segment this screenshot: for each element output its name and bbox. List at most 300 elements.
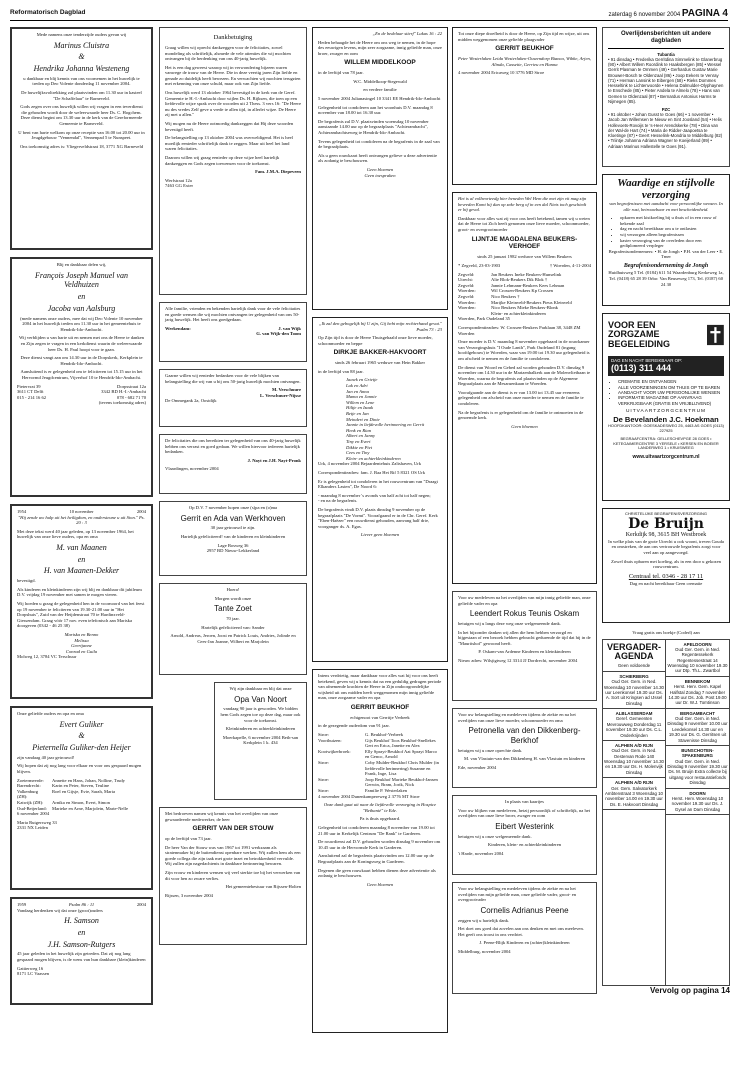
bible-verse: "Hij zende uw hulp uit het heiligdom, en ondersteune u uit Sion." Ps. 20 : 3 <box>18 514 145 526</box>
body-text: bevestigd. <box>17 578 36 584</box>
body-text: Hartelijk gefeliciteerd! van de kinderen en kleinkinderen <box>180 533 286 539</box>
ad-website: www.uitvaartzorgcentrum.nl <box>632 454 700 461</box>
wedding-announcement-cluistra <box>10 27 153 250</box>
ad-top <box>608 317 724 353</box>
agenda-place: SCHIERBERG <box>619 673 649 679</box>
thanks-van-den-dikkenberg <box>452 708 597 788</box>
family-names: Elly Sprayt-Beukhof Aat Sprayt Marco en Genco, Arnold <box>365 748 437 760</box>
newspaper-name: Reformatorisch Dagblad <box>10 9 86 16</box>
column-3 <box>312 27 448 1040</box>
family-list <box>17 778 146 812</box>
agenda-logo: AGENDA <box>614 651 654 662</box>
ad-address: Huidhuisweg 5 Tel. (0184) 611 54 Waardenburg Kerkeweg 1a, Tel. (0418) 65 28 39 Orbo: Van Beuseweg 173, Tel. (0187) 60 24 30 <box>608 270 724 287</box>
family-name: Conrad en Guila <box>65 648 98 654</box>
place-date: Ede, november 2004 <box>458 764 497 770</box>
body-text: Graag willen wij oprecht dankzeggen voor de felicitaties, zowel mondeling als schriftelijk, alsmede de vele attenties die wij mochten ontvangen bij de herdenking van ons 40-jarig huwelijk. <box>165 44 291 62</box>
place-label: Stroe: <box>318 788 329 794</box>
ad-address: BEGRAAFCENTRA: GELLESCHEVPGE 28 GOES • KETEGAIMERCENTRE 3 YERSELE • KERSEN EN BOEIER LANDERWEG 1 • KRUISWEEG <box>613 435 719 451</box>
agenda-entry <box>666 677 729 709</box>
phone-number: 078 - 682 71 70 <box>116 394 146 400</box>
place-label: Stroe: <box>318 776 329 782</box>
thanks-note: Onze dank gaat uit naar de liefdevolle verzorging in Hospice "Bethanië" te Ede. <box>323 802 437 813</box>
service-item: • opkaren met kistkoeling bij u thuis of in een rouw of bekende zaal <box>620 215 724 226</box>
signature-row <box>165 326 301 337</box>
addresses <box>17 384 146 406</box>
service-item: • ALLE VOORZIENINGEN OM THUIS OP TE BAREN <box>618 385 724 390</box>
couple-name: Gerrit en Ada van Werkhoven <box>180 513 286 523</box>
family-names: Marijke Kleinveld-Beukers Pieus Kleinveld <box>491 299 572 305</box>
family-names: Coby Mulder-Beukhof Chris Mulder (in liefdevolle herinnering) Susanne en Frank, Inge, Lisa <box>365 760 439 777</box>
obituary-beukhof-westerlaken <box>452 27 597 185</box>
agenda-entry <box>603 709 665 741</box>
body-text: In plaats van kaartjes <box>505 799 544 804</box>
address-line: 8171 LC Vaassen <box>17 971 50 977</box>
family-name: Albert en Janny <box>346 433 376 439</box>
address: Molweg 12, 3784 VC Terschuur <box>17 654 77 660</box>
notice-title: Dankbetuiging <box>213 34 253 41</box>
family-name: Cees en Tiny <box>346 450 370 456</box>
husband-name: M. van Maanen <box>56 542 107 552</box>
ampersand: & <box>78 52 85 62</box>
address: Nieuw adres: Wilsjigtweg 12 3314 JJ Dordrecht, november 2004 <box>458 657 578 663</box>
ad-brand: De Bruijn <box>628 515 704 532</box>
ad-hoekman <box>602 313 730 501</box>
address-line: Pietervrat 39 <box>17 383 41 389</box>
place-label: Stroe: <box>318 732 329 738</box>
agenda-entry <box>666 709 729 746</box>
body-text: Voor uw belangstelling en medeleven tijdens de ziekte en na het overlijden van onze lieve moeder, schoonmoeder en oma <box>458 712 576 723</box>
birth-date: * Zegveld, 23-03-1903 <box>458 263 501 268</box>
thanks-diepeveen <box>159 27 307 295</box>
bible-verse: „En de bedelaar stierf" Lukas 16 : 22 <box>372 31 442 36</box>
address-line: Gattierweg 16 <box>17 965 44 971</box>
body-text: Wij zijn dankbaar en blij dat onze <box>229 686 292 691</box>
husband-name: Evert Guliker <box>59 719 104 729</box>
body-text: in de gezegende ouderdom van 91 jaar. <box>318 723 390 729</box>
family-name: Geertjanne <box>71 643 92 649</box>
family-names: Familie P. Westerlaken <box>365 788 408 794</box>
family-name: Jaawk en Grietje <box>346 377 378 383</box>
body-text: Daarom willen wij graag eenieder op deze wijze heel hartelijk dankzeggen en Gods zegen toewensen voor de toekomst. <box>165 155 280 166</box>
body-text: Dankbaar voor alles wat zij voor ons heeft betekend, tamen wij u weten dat de Heere tot Zich heeft genomen onze lieve moeder, schoonmoeder, groot- en overgrootmoeder <box>458 215 590 232</box>
signature: J. van Wijk <box>278 325 301 331</box>
ad-subtitle: CHRISTELIJKE BEGRAFENISVERZORGING <box>624 511 707 516</box>
agenda-entry <box>666 789 729 816</box>
service-item: • wij verzorgen alleen begrafenissen <box>620 232 724 238</box>
wife-name: H. van Maanen-Dekker <box>43 566 120 576</box>
body-text: betuigen wij u langs deze weg onze welgemeende dank. <box>458 620 561 626</box>
body-text: Deze dienst vangt aan om 14.30 uur in de Dorpskerk, Kerkplein te Hendrik-Ido-Ambacht. <box>20 355 143 366</box>
place-date: Vlaardingen, november 2004 <box>165 466 219 472</box>
ad-headline: Waardige en stijlvolle verzorging <box>617 177 715 201</box>
deceased-name: Cornelis Adrianus Peene <box>480 905 569 915</box>
thanks-verschuure <box>159 369 307 427</box>
body-text: betuigen wij u onze welgemeende dank. <box>458 833 532 839</box>
body-text: echtgenoot van Gerritje Verbeek <box>350 714 410 720</box>
family-names: Arnold, Andreas, Jeroen, Joost en Patrick Louis, Andries, Jolinde en Cees-Jan Joanne, Wilbert en Marjolein <box>170 633 296 644</box>
anniversary-van-maanen <box>10 504 153 699</box>
family-names: G. Beukhof-Verbeek <box>365 732 404 738</box>
obituary-van-der-stouw <box>159 807 307 945</box>
signature: M. van Vlastuin-van den Dikkenberg H. van Vlastuin en kinderen <box>463 756 586 762</box>
body-text: Als u geen rouwkaart heeft ontvangen gelieve u deze advertentie als zodanig te beschouwen. <box>318 152 438 164</box>
family-names: Joop Beukhof Marieke Beukhof-Jansen Gerwin, Bram, Jorik, Nick <box>365 776 438 788</box>
body-text: Aansluitend is er gelegenheid om te feliciteren tot 15.15 uur in het Hervormd Jeugdcentrum, Vijverhof 10 te Hendrik-Ido-Ambacht. <box>20 369 143 380</box>
body-text: Tevens gelegenheid tot condoleren na de begrafenis in de zaal van de begraafplaats. <box>318 138 440 150</box>
agenda-details: Herst. Herv. Gem. Kapel Halfstal Zondag 7 november 14.30 uur Ds. Job. Post 19.00 uur Dr. W.J. Tomtinson <box>668 684 727 706</box>
agenda-details: Oud Ger. Gem. in Ned. Oestervan Rode 140 Woensdag 10 november 14.30 en 19.30 uur Ds. H. Molenvijk Dinsdag <box>604 748 664 775</box>
family-names: Marieke en Arne, Marjolein, Marie-Nelle <box>52 805 129 811</box>
body-text: Op D.V. 7 november hopen onze (s)pa en (o)ma <box>188 505 278 510</box>
birthday-tante-zoet <box>159 583 307 675</box>
and-text: en <box>77 292 86 302</box>
phone-banner <box>608 356 724 376</box>
person-name: Opa Van Noort <box>234 694 287 704</box>
wife-name: J.H. Samson-Rutgers <box>47 939 116 949</box>
place-label: Woerden: <box>458 305 476 311</box>
agenda-details: Ger. Gem. Salvatorkerk Ambtenstraat 3 Woensdag 10 november 14.00 en 19.30 uur Ds. E. Hakvoort Dinsdag <box>604 785 663 807</box>
thanks-peene <box>452 882 597 994</box>
family-name: Betje en Jan <box>346 411 369 417</box>
thanks-oskam <box>452 591 597 701</box>
body-text: Wij mogen nu de Heere ootmoedig dankzeggen dat Hij deze woorden bevestigd heeft. <box>165 121 294 132</box>
phone-number: Centraal tel. 0346 - 28 17 11 <box>628 572 704 580</box>
groom-name: Marinus Cluistra <box>53 40 110 50</box>
intro-text: Onze geliefde ouders en opa en oma <box>17 711 84 716</box>
body-text: u dankbaar en blij kennis van ons voornemen in het huwelijk te treden op Deo Volente donderdag 11 november 2004. <box>23 75 140 87</box>
place-label: Barendrecht: <box>17 783 41 789</box>
family-names: Jan Beukers Ineke Beukers-Hunselink <box>491 271 562 277</box>
undertaker-names: Begrafenisondernemers: • H. de Jongh • P.H. van der Leer • E. Tmer <box>608 248 724 260</box>
family-name: Tiny en Evert <box>346 439 371 445</box>
agenda-list <box>666 640 729 985</box>
body-text: op de leeftijd van 73 jaar. <box>165 836 212 842</box>
body-text: Er is gelegenheid tot condoleren in het rouwcentrum van "Draagt Elkanders Lasten", De Noord 6: <box>318 478 438 490</box>
family-name: Dikkie en Piet <box>346 444 373 450</box>
body-text: 30 jaar getrouwd te zijn. <box>210 525 256 531</box>
end-year: 2004 <box>136 509 146 514</box>
correspondence-address: Correspondentieadres: fam. J. Baa Het Rif 5 8321 OS Urk <box>318 469 426 475</box>
place-label: Zegveld: <box>458 282 475 288</box>
place-date: 't Harde, november 2004 <box>458 850 504 856</box>
obituary-beukers-verhoef <box>452 192 597 584</box>
service-list <box>608 379 724 406</box>
body-text: betuigen wij u onze oprechte dank. <box>458 747 523 753</box>
correspondence-address: Correspondentieadres: W. Crossen-Beukers Parklaan 38, 3448 ZM Woerden <box>458 324 581 336</box>
address-line: Maria Rutgersweg 33 <box>17 819 57 825</box>
family-list <box>458 272 591 317</box>
vergader-agenda <box>602 639 730 986</box>
end-year: 2004 <box>136 902 146 907</box>
column-2 <box>159 27 307 952</box>
place-label: Oud-Beijerland: <box>17 805 47 811</box>
anniversary-date: 10 november <box>69 509 94 514</box>
body-text: Onze moeder is D.V. maandag 8 november opgebaard in de rouwkamer van Verzorgingshuis "I Oude Lanth", Park Oudeland 81 (ingang hoofdgebouw) te Woerden, waar van 19.00 tot 19.30 uur gelegenheid is om afscheid te nemen en de familie te condoleren. <box>458 339 590 361</box>
place-label: Werkendam: <box>165 325 191 331</box>
address-line: 7463 GG Exter <box>165 183 194 189</box>
body-text: Voor uw blijken van medeleven, hetzij persoonlijk of schriftelijk, na het overlijden van onze lieve broer, zwager en oom <box>458 807 591 819</box>
body-text: Ons huwelijk werd 13 oktober 1964 bevestigd in de kerk van de Geref. Gemeente te H.-I.-Ambacht door wijlen Ds. H. Rijksen, die toen op een liefdevolle wijze sprak over de woorden uit 2 Thess. 3 vers 16: "De Heere nu des vredes Zelf geve u vrede te allen tijd, in allerlei wijze. De Heere zij met u allen." <box>165 90 301 118</box>
agenda-entry <box>603 672 665 709</box>
ampersand: & <box>78 731 85 741</box>
place-label: Zegveld: <box>458 271 475 277</box>
ad-brand: De Bevelanden J.C. Hoekman <box>613 415 719 425</box>
service-list <box>608 215 724 249</box>
body-text: Tot onze diepe droefheid is door de Heere, op Zijn tijd en wijze, uit ons midden weggenomen onze geliefde plaagvader <box>458 31 590 42</box>
continued-note: Vervolg op pagina 14 <box>649 985 730 995</box>
obituary-beukhof <box>312 669 448 1033</box>
body-text: Zijn vrouw en kinderen wensen wij veel sterkte toe bij het verwerken van dit voor hen zo zware verlies. <box>165 870 301 881</box>
issue-date: zaterdag 6 november 2004 <box>608 12 681 18</box>
body-text: - en na de begrafenis. <box>318 498 358 504</box>
agenda-left <box>603 640 666 985</box>
family-name: Melissa <box>74 637 89 643</box>
place-label: Kootwijkerbroek: <box>318 748 351 754</box>
ad-subtitle: UITVAARTZORGCENTRUM <box>625 409 707 415</box>
anniversary-van-werkhoven <box>159 501 307 576</box>
family-name: Hiltje en Izaak <box>346 405 374 411</box>
body-text: Gods zegen over ons huwelijk willen wij vragen in een teverdienst die gehouden wordt door de weleerwaarde heer Ds. C. Hogchem. Deze dienst begint om 13.30 uur in de kerk van de Gereformeerde Gemeente te Barneveld. <box>20 104 143 126</box>
place-label: Zegveld: <box>458 293 475 299</box>
body-text: Gaarne willen wij eenieder bedanken voor de vele blijken van belangstelling die wij van u bij ons 50-jarig huwelijk mochten ontvangen. <box>165 373 301 384</box>
agenda-details: Oud Ger. Gem. in Ned. Dinsdag 9 november 19.30 uur Ds. M. Bruijn Extra collecte bij uitgang voor restauratiefonds Dinsdag <box>667 758 728 786</box>
body-text: De belangstelling op 13 oktober 2004 was overweldigend. Het is heel moeilijk eenieder schriftelijk dank te zeggen. Maar uit heel het land waren felicitaties. <box>165 135 293 152</box>
body-text: De felicitaties die ons bereikten ter gelegenheid van ons 40-jarig huwelijk hebben ons verrast en goed gedaan. We willen hiervoor iedereen hartelijk bedanken. <box>165 438 301 455</box>
address: 4 november 2004 Ericaweg 10 3776 MD Stroe <box>458 70 545 76</box>
thanks-westerink <box>452 795 597 875</box>
section-title: Overlijdensberichten uit andere dagbladen <box>608 31 724 49</box>
body-text: (mede namens onze ouders, mee dat wij Deo Volente 10 november 2004 in het huwelijk treden om 11.30 uur in het gemeentehuis te Hendrik-Ido-Ambacht. <box>20 315 143 332</box>
address-line: Lage Bosweg 36 <box>217 542 249 548</box>
family-list <box>318 732 442 794</box>
husband-name: H. Samson <box>64 916 99 926</box>
body-text: Het is een dag geweest waarop wij in verwondering bijzeen waren vanwege de trouw van de Heere. Die in deze veertig jaren Zijn liefde en genade zo duidelijk heeft bewezen. En verwachten wij mochten terugzien met erkenning van onze schuld, maar ook van Zijn liefde. <box>165 64 301 87</box>
deceased-name: LIJNTJE MAGDALENA BEUKERS-VERHOEF <box>471 235 578 251</box>
agenda-place: BERGAMBACHT <box>680 710 715 716</box>
family-names: Nico Beukers Mieke Beukers-Blonk <box>491 305 558 311</box>
body-text: - maandag 8 november 's avonds van half acht tot half negen; <box>318 492 431 498</box>
body-text: Gelegenheid tot condoleren maandag 8 november van 19.00 tot 21.00 uur in Kerkelijk Centrum "De Rank" te Garderen. <box>318 824 435 836</box>
address-line: 2957 BD Nieuw-Lekkerland <box>206 548 260 554</box>
ad-text: Zowel thuis opbaren met koeling, als in een door u gekozen rouwcentrum. <box>611 558 721 570</box>
body-text: De huwelijksvoltrekking zal plaatsvinden om 11.30 uur in kasteel "De Schaffelaar" te Barneveld. <box>21 90 142 101</box>
agenda-place: BUNSCHOTEN-SPAKENBURG <box>681 747 714 759</box>
place-label: Utrecht: <box>458 277 474 283</box>
body-text: Pa is thuis opgebaard. <box>359 816 401 822</box>
agenda-list <box>603 672 665 810</box>
address-line: 3342 BD H.-I.-Ambacht <box>101 389 146 395</box>
intro-text: Mede namens onze tenderzijde ouders gevan wij <box>36 32 127 37</box>
agenda-details: Oud Ger. Gem. in Ned. Dinsdag 9 november 10.00 uur Leedekonsel 14.30 uur en 19.30 uur Ds. G. Gerritsen uit Stavenisse Dinsdag <box>667 716 728 743</box>
place-label: Voorthuizen: <box>318 737 342 743</box>
family-names: Karin en Peter, Steven, Teuline <box>52 783 110 789</box>
body-text: De heer Van der Stouw was van 1967 tot 1991 werkzaam als stratenmaker bij de buitendienst openbare werken. Wij zullen hem als een goede collega die zijn taak met grote inzet en betrokkenheid vervulde. Wij zullen zijn nagedachtenis in dankbare herinnering bewaren. <box>165 844 301 867</box>
body-text: Gelegenheid tot condoleren aan het woonhuis D.V. maandag 8 november van 18.00 tot 16.30 uur. <box>318 104 433 116</box>
address: Woerden, Park Oudeland 35 <box>458 316 510 322</box>
family-name: Meindert en Dinie <box>346 416 380 422</box>
anniversary-samson <box>10 897 153 1005</box>
closing-note: Geen bloemen <box>366 881 394 887</box>
body-text: Op Zijn tijd is door de Heere Thuisgehaald onze lieve moeder, schoonmoeder en beppe <box>318 335 433 346</box>
agenda-place: BENNEKOM <box>684 678 711 684</box>
body-text: zeggen wij u hartelijk dank. <box>458 917 510 923</box>
ad-address: Kerkdijk 98, 3615 BH Westbroek <box>625 531 707 538</box>
masthead <box>10 8 728 21</box>
closing-note: Geen bloemen Geen toespraken <box>364 167 396 178</box>
newspaper-name: PZC <box>661 106 671 112</box>
body-text: in de leeftijd van 78 jaar. <box>318 70 364 76</box>
agenda-place: ALBLASSERDAM <box>615 711 653 717</box>
agenda-place: ALPHEN A/D RIJN <box>615 742 653 748</box>
place-label: Woerden: <box>458 288 476 294</box>
place-label: Valkenburg (ZH): <box>17 788 39 800</box>
widow-name: W.C. Middelkoop-Stegewald <box>353 78 407 84</box>
cross-icon <box>707 317 724 353</box>
ad-address: HOOFDKANTOOR: GOESKADESWEG 25, 4463 AS GOES (0113) 227925 <box>608 423 724 433</box>
signature: Fam. J.M.A. Diepeveen <box>255 169 301 175</box>
bible-verse: Psalm 86 : 11 <box>68 902 95 907</box>
body-text: Wij verblijden u van harte uit en nemen met ons de Heere te danken en Zijn zegen te vragen in een kerkdienst waarin de weleerwaarde heer Ds. H. Paul hoopt voor te gaan. <box>19 335 144 352</box>
agenda-entry <box>666 746 729 789</box>
date: 6 november 2004 <box>17 811 50 817</box>
body-text: De rouwdienst zal D.V. gehouden worden dinsdag 9 november om 10.45 uur in de Hervormde Kerk in Garderen. <box>318 839 441 850</box>
address-line: 2331 NX Leiden <box>17 825 48 831</box>
service-item: • AANDACHT VOOR UW PERSOONLIJKE WENSEN <box>618 390 724 395</box>
agenda-subtitle: Geen voldoende <box>603 661 665 671</box>
address-line: 3611 CT Delft <box>17 389 44 395</box>
ad-brand: Begrafenisonderneming de Jongh <box>623 263 709 270</box>
body-text: vandaag 90 jaar is geworden. We bidden hem Gods zegen toe op deze dag, maar ook voor de toekomst. <box>220 706 301 723</box>
body-text: sinds 25 januari 1982 weduwe van Willem Beukers <box>477 254 572 260</box>
agenda-details: Geref. Gemeenten Mevrouwweg Donderdag 11 november 19.30 uur Ds. C.L. Onderkrijnden <box>605 716 663 738</box>
deceased-name: Eibert Westerink <box>495 821 554 831</box>
body-text: 45 jaar geleden in het huwelijk zijn getreden. Dat zij nog lang gespaard mogen blijven, is de wens van hun dankbare (klein)kinderen <box>17 951 146 963</box>
signature: L. Verschuure-Nijsse <box>259 392 301 398</box>
ad-footer-note: Vraag gratis ons boekje (Coderl) aan <box>632 630 700 635</box>
signature: M. Verschuure <box>271 387 301 393</box>
family-text: en verdere familie <box>363 87 397 93</box>
family-names: Arnika en Simon, Evert, Simon <box>52 800 110 805</box>
place-date: Middelburg, november 2004 <box>458 948 511 954</box>
column-5 <box>602 27 730 995</box>
body-text: Voor uw medeleven na het overlijden van mijn innig geliefde man, onze geliefde vader en opa <box>458 595 591 606</box>
closing-note: Geen bloemen <box>511 423 538 429</box>
obituary-bakker-hakvoort <box>312 317 448 662</box>
family-names: Wil Crossen-Beukers Kp Crossen <box>491 288 553 294</box>
phone-number: 015 - 214 16 62 <box>17 394 47 400</box>
ad-text: Dag en nacht bereikbaar Geen crematie <box>629 580 703 586</box>
place-label: Katwijk (ZH): <box>17 800 44 805</box>
body-text: Alle familie, vrienden en bekenden hartelijk dank voor de vele felicitaties en goede wensen die wij mochten ontvangen ter gelegenheid van ons 50-jarig huwelijk. Het heeft ons goedgedaan. <box>165 306 301 323</box>
body-text: Wij hoeden u graag de gelegenheid hen in de voornoord van het feest op 19 november te feliciteren van 19.30-21.00 uur in "Het Dorpshuis", Zuid van der Heijdenstraat 70 te Hardinxveld-Giessendam. Graag vóór 17 nov. even telefonisch aan Mariska doorgeven (0342 - 46 25 38) <box>17 601 145 629</box>
deceased-name: Leendert Rokus Teunis Oskam <box>469 609 580 619</box>
wife-name: Pieternella Guliker-den Heijer <box>32 743 131 753</box>
agenda-details: Oud Ger. Gem. in Ned. Regentessekerk Regentessestraat 14 Woensdag 10 november 19.30 uur Dtp. Th.L. Zwartbol <box>667 646 728 674</box>
phone-label: DAG EN NACHT BEREIKBAAR OP: <box>611 358 683 363</box>
body-text: Intens verdrietig, maar dankbaar voor alles wat hij voor ons heeft betekend, geven wij u kennis dat na een geduldig gedragen periode van afnemende krachten de Heere in Zijn ondoorgrondelijke wijsheid uit ons midden heeft weggenomen mijn innig geliefde man, onze zorgzame vader en opa <box>318 673 442 701</box>
body-text: Aansluitend zal de begrafenis plaatsvinden om 12.00 uur op de Begraafplaats aan de Koningsweg in Garderen. <box>318 853 434 864</box>
signature: Kinderen, klein- en achterkleinkinderen <box>487 842 562 848</box>
closing-note: Liever geen bloemen <box>360 532 400 538</box>
agenda-place: DOORN <box>689 790 706 796</box>
page-date <box>608 8 728 20</box>
death-list: • 91 dinsdag • Frederika Gerritdina Simmelink te Glanerbrug (90) • Albert Willem Roordink te Haaksbergen (85) • Wessel Gerrit Plasman te Ommen (49) • Gerhardus Gustav Marie Brouwer-Bosch te Oldenzaal (86) • Joop Eekers te Venray (71) • Herman Lansink te Eibergen (58) • Rieks Dommes Hesseltink te Lichtenvoorde • Helena Dalmulder-Olyphaynen te Enschede (85) • Pieter Andela te Almelo (78) • Hans van Gemen te Oldenzaal (87) • Bernardus Antonius Harms te Nijmegen (85). <box>608 56 724 104</box>
agenda-place: APELDOORN <box>683 641 712 647</box>
deceased-name: GERRIT BEUKHOF <box>495 45 554 53</box>
agenda-entry <box>603 741 665 778</box>
body-text: Morgen wordt onze <box>214 595 252 601</box>
family-names: Alie Blok-Beukers Dik Blok † <box>491 277 548 283</box>
address: Moerkapelle, 6 november 2004 Beth-san Kerkplein 1 k. 434 <box>222 734 299 746</box>
thanks-van-wijk <box>159 302 307 362</box>
body-text: Wij hopen dat zij nog lang voor elkaar en voor ons gespaard mogen blijven. <box>17 763 142 775</box>
phone-number: (0113) 311 444 <box>611 363 672 374</box>
family-name: Klein- en achterkleinkinderen <box>346 455 401 461</box>
body-text: In het bijzonder danken wij allen die hem hebben verzorgd en bijgestaan of een bezoek hebben gebracht gedurende de tijd dat hij in de "Mauritshof" gewoond heeft. <box>458 629 591 646</box>
agenda-details: Oud Ger. Gem. in Ned. Woensdag 10 november 14.30 uur Leenkonsel 19.30 uur Ds. A. Sort uit Kringsen ad IJssel Dinsdag <box>604 679 664 706</box>
deceased-name: DIRKJE BAKKER-HAKVOORT <box>333 349 427 357</box>
agenda-logo: VERGADER- <box>606 641 661 652</box>
life-dates <box>458 263 591 269</box>
start-year: 1954 <box>17 509 27 514</box>
death-list: • 91 oktober • Johan Gusst te Goes (66) • 1 november • Jacob Jan Willemsen te Nieuw en Sint Joosland (54) • Helis Hollevoets-Rovoijs te 's-Heer Arendskerke (78) • Dina van der Wal-de Hart (74) • Maria de Ridder-Jaapoetsa te Kloetinge (87) • Geert Hesselink-Mondria te Middelburg (82) • Triintje Johanna Adriana Wagner te Koeijerland (89) • Adriaan Marinus Hallestelle te Goes (91). <box>608 112 723 149</box>
family-name: Luk en Adri <box>346 383 368 389</box>
family-name: Mariska en Benno <box>64 631 99 637</box>
overlijdens-other-papers <box>602 27 730 167</box>
signature: G. van Wijk-den Toom <box>256 331 301 337</box>
signature: Het gemeentebestuur van Rijssen-Holten <box>225 884 301 890</box>
place-label: Woerden: <box>458 299 476 305</box>
family-names: Gijs Beukhof Toos Beukhof-Snellekes Gert en Erica, Janette en Alex <box>365 737 436 749</box>
body-text: De begrafenis zal D.V. plaatsvinden woensdag 10 november aanstaande 14.00 uur op de begraafplaats "Achterambacht", Achterambachtseweg te Hendrik-Ido-Ambacht. <box>318 118 429 136</box>
deceased-name: Petronella van den Dikkenberg-Berkhof <box>468 726 581 745</box>
body-text: Met deze tekst werd 40 jaar geleden, op 13 november 1964, het huwelijk van onze lieve ouders, opa en oma <box>17 528 134 540</box>
ad-de-bruijn <box>602 508 730 623</box>
place-label: Stroe: <box>318 760 329 766</box>
agenda-place: ALPHEN A/D RIJN <box>615 780 653 786</box>
column-4 <box>452 27 597 1001</box>
body-text: De begrafenis vindt D.V. plaats dinsdag 9 november op de begraafplaats "De Vormt". Voorafgaand er in de Chr. Geref. Kerk "Eben-Haëzer" een rouwdienst gehouden, aanvang half drie, voorganger ds. A. Egas. <box>318 506 438 529</box>
family-names: Klein- en achterkleinkinderen <box>491 310 546 316</box>
address-line: Dorpsstraat 12a <box>117 383 146 389</box>
family-name: Jannie in liefdevolle herinnering en Gerrit <box>346 422 425 428</box>
family-names: Annette en Hans, Johan, Nolline, Trudy <box>52 777 125 783</box>
address: 5 november 2004 Julianasingel 10 3341 EE Hendrik-Ido-Ambacht <box>318 96 441 102</box>
body-text: Voor uw belangstelling en medeleven tijdens de ziekte en na het overlijden van mijn geliefde man, onze geliefde vader, groot- en overgrootvader <box>458 886 577 903</box>
address-note: (tevens toekomstig adres) <box>98 400 146 406</box>
family-name: Henk en Rian <box>346 427 372 433</box>
address: 4 november 2004 Dunenkampereweg 2 3776 MT Stroe <box>318 793 420 799</box>
newspaper-name: Tubantia <box>657 51 675 57</box>
intro-text: Blij en dankbaar delen wij, <box>56 262 107 267</box>
family-name: Willem en Lene <box>346 399 375 405</box>
agenda-details: Herst. Herv. Woensdag 10 november 19.30 uur Ds. J. Gysel an Dam Dinsdag <box>671 795 724 812</box>
body-text: Heden behaagde het de Heere om ons weg te nemen, in de hope des eeuwigen levens, mijn zeer zorgzame, innig geliefde man, onze broer, zwager en oom <box>318 39 442 56</box>
service-item: • kaster verzorging van de overleden door een gediplomeerd verpleger <box>620 238 724 249</box>
body-text: U bent van harte welkom op onze receptie van 16.00 tot 20.00 uur in Jeugdgebouw "Vennendal", Vennenpad 5 te Nunspeet. <box>18 129 145 141</box>
ad-de-jongh <box>602 174 730 306</box>
address: Urk, 4 november 2004 Bejaardentehuis Zaltshaven, Urk <box>318 461 422 467</box>
ad-subtitle: van begrafenissen met aandacht voor persoonlijke wensen. In alle rust, betrouwbaar en met bescheidenheid. <box>609 201 723 212</box>
and-text: en <box>77 927 86 937</box>
agenda-entry <box>666 640 729 677</box>
body-text: Na de begrafenis is er gelegenheid om de familie te ontmoeten in de genoemde kerk. <box>458 409 584 421</box>
start-year: 1959 <box>17 902 27 907</box>
family-name: Mama en Jannie <box>346 394 377 400</box>
body-text: Hartelijk gefeliciteerd van: Sander <box>201 624 265 630</box>
deceased-name: GERRIT VAN DER STOUW <box>192 825 274 833</box>
future-address: Ons toekomstig adres is: Vliegerveldstraat 18, 3771 XG Barneveld <box>19 143 144 149</box>
